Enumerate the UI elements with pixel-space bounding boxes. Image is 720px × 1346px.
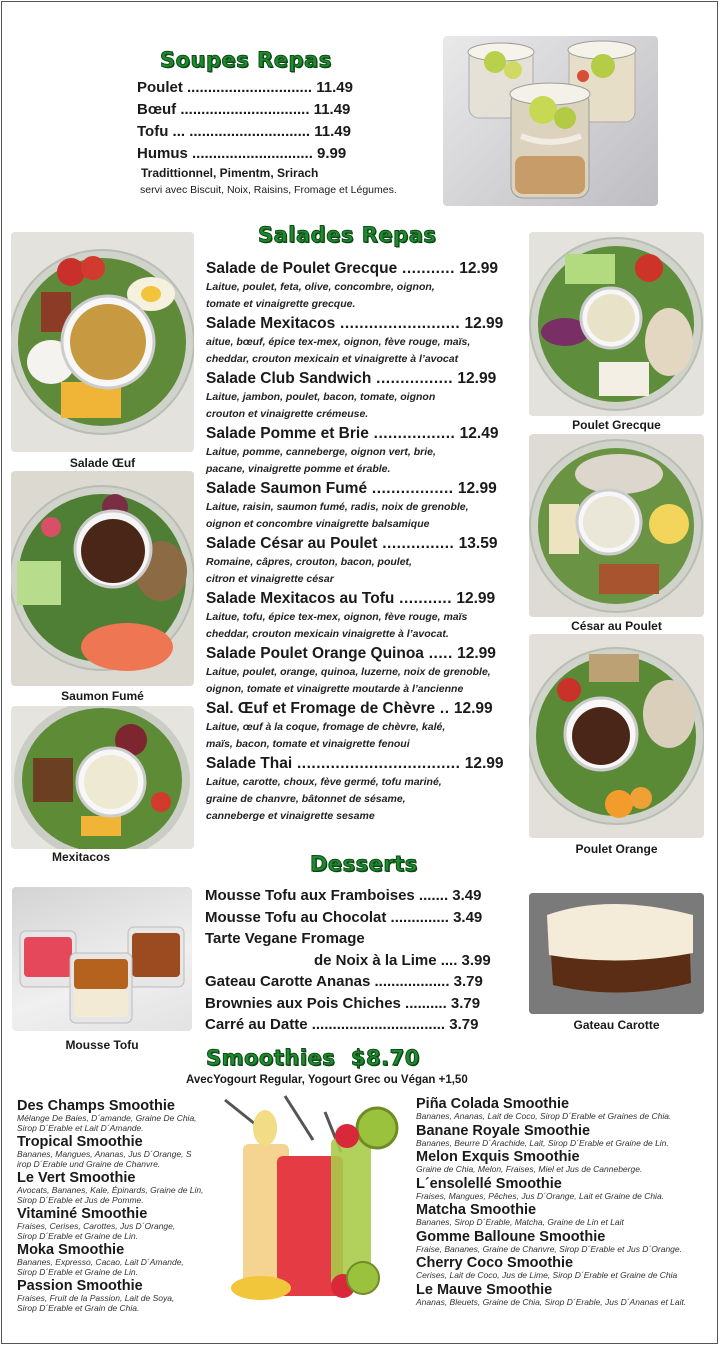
- soup-item: Poulet .............................. 11.49: [137, 79, 353, 96]
- smoothies-right-list: [416, 1097, 716, 1307]
- dessert-item: Mousse Tofu aux Framboises ....... 3.49: [205, 887, 482, 904]
- smoothies-subtitle: AvecYogourt Regular, Yogourt Grec ou Végan +1,50: [186, 1074, 468, 1086]
- smoothies-photo: [213, 1092, 407, 1310]
- caption-mousse-tofu: Mousse Tofu: [65, 1038, 139, 1052]
- smoothie-item: Tropical Smoothie Bananes, Mangues, Ananas, Jus D´Orange, S irop D´Erable und Graine de Chanvre.: [17, 1134, 192, 1169]
- salad-item: Salade Club Sandwich ................ 12.99 Laitue, jambon, poulet, bacon, tomate, oignon crouton et vinaigrette crémeuse.: [206, 370, 497, 420]
- caption-poulet-grecque: Poulet Grecque: [572, 418, 661, 432]
- salad-item: Salade de Poulet Grecque ........... 12.99 Laitue, poulet, feta, olive, concombre, oignon, tomate et vinaigrette grecque.: [206, 260, 499, 310]
- smoothies-title: Smoothies $8.70: [206, 1046, 420, 1070]
- dessert-item: Gateau Carotte Ananas .................. 3.79: [205, 973, 483, 990]
- smoothie-item: Des Champs Smoothie Mélange De Baies, D´amande, Graine De Chia, Sirop D´Erable et Lait D´Amande.: [17, 1098, 197, 1133]
- salad-item: Salade Thai .................................. 12.99 Laitue, carotte, choux, fève germé, tofu mariné, graine de chanvre, bâtonnet de sésame, canneberge et vinaigrette sesame: [206, 755, 504, 822]
- dessert-item: Mousse Tofu au Chocolat .............. 3.49: [205, 908, 483, 926]
- smoothie-item: Gomme Balloune Smoothie Fraise, Bananes, Graine de Chanvre, Sirop D´Erable et Jus D´Orange.: [416, 1228, 682, 1254]
- salad-item: Salade César au Poulet ............... 13.59 Romaine, câpres, crouton, bacon, poulet, citron et vinaigrette césar: [206, 535, 498, 585]
- caption-salade-oeuf: Salade Œuf: [69, 456, 136, 470]
- smoothie-item: Melon Exquis Smoothie Graine de Chia, Melon, Fraises, Miel et Jus de Canneberge.: [416, 1149, 643, 1174]
- soup-cups-image: [443, 36, 658, 206]
- soup-item: Humus ............................. 9.99: [137, 145, 347, 162]
- salad-item: Salade Pomme et Brie ................. 12.49 Laitue, pomme, canneberge, oignon vert, brie, pacane, vinaigrette pomme et érable.: [206, 425, 499, 475]
- soup-item: Bœuf ............................... 11.49: [137, 101, 351, 118]
- desserts-list: [205, 885, 491, 1036]
- cesar-poulet-photo: [529, 434, 704, 617]
- salad-item: Salade Mexitacos au Tofu ........... 12.99 Laitue, tofu, épice tex-mex, oignon, fève rouge, maïs cheddar, crouton mexicain vinaigrette à l’avocat.: [206, 590, 496, 640]
- soup-item: Tofu ... ............................. 11.49: [137, 123, 351, 140]
- smoothie-item: L´ensolellé Smoothie Fraises, Mangues, Pêches, Jus D´Orange, Lait et Graine de Chia.: [416, 1175, 665, 1201]
- mexitacos-photo: [11, 706, 194, 849]
- desserts-title: Desserts: [310, 852, 418, 876]
- soupes-title: Soupes Repas: [160, 48, 332, 72]
- soup-flavors: Tradittionnel, Pimentm, Srirach: [141, 166, 319, 180]
- smoothies-left-list: [17, 1099, 217, 1313]
- salades-list: [206, 259, 521, 825]
- smoothie-item: Cherry Coco Smoothie Cerises, Lait de Coco, Jus de Lime, Sirop D´Erable et Graine de Chia: [416, 1255, 678, 1280]
- dessert-item: Carré au Datte ................................ 3.79: [205, 1016, 479, 1033]
- mousse-tofu-photo: [12, 887, 192, 1031]
- salad-item: Salade Poulet Orange Quinoa ..... 12.99 Laitue, poulet, orange, quinoa, luzerne, noix de grenoble, oignon, tomate et vinaigrette moutarde à l’ancienne: [206, 645, 496, 695]
- caption-mexitacos: Mexitacos: [51, 850, 111, 864]
- dessert-item: de Noix à la Lime .... 3.99: [314, 951, 491, 969]
- smoothie-item: Piña Colada Smoothie Bananes, Ananas, Lait de Coco, Sirop D´Erable et Graines de Chia.: [416, 1096, 672, 1121]
- smoothie-item: Moka Smoothie Bananes, Expresso, Cacao, Lait D´Amande, Sirop D´Erable et Graine de Lin.: [17, 1242, 184, 1277]
- poulet-grecque-photo: [529, 232, 704, 416]
- salad-item: Salade Saumon Fumé ................. 12.99 Laitue, raisin, saumon fumé, radis, noix de grenoble, oignon et concombre vinaigrette balsamique: [206, 480, 497, 530]
- dessert-item: Tarte Vegane Fromage: [205, 930, 365, 947]
- salades-title: Salades Repas: [258, 223, 437, 247]
- caption-gateau-carotte: Gateau Carotte: [573, 1018, 660, 1032]
- poulet-orange-photo: [529, 634, 704, 838]
- smoothie-item: Le Mauve Smoothie Ananas, Bleuets, Graine de Chia, Sirop D´Erable, Jus D´Ananas et Lait.: [416, 1281, 687, 1307]
- smoothie-item: Matcha Smoothie Bananes, Sirop D´Erable, Matcha, Graine de Lin et Lait: [416, 1202, 624, 1227]
- dessert-item: Brownies aux Pois Chiches .......... 3.79: [205, 994, 481, 1012]
- salad-item: Sal. Œuf et Fromage de Chèvre .. 12.99 Laitue, œuf à la coque, fromage de chèvre, kalé, maïs, bacon, tomate et vinaigrette fenoui: [206, 700, 493, 750]
- smoothie-item: Vitaminé Smoothie Fraises, Cerises, Carottes, Jus D´Orange, Sirop D´Erable et Graine de Lin.: [17, 1206, 176, 1241]
- caption-saumon-fume: Saumon Fumé: [61, 689, 144, 703]
- caption-cesar-poulet: César au Poulet: [571, 619, 662, 633]
- gateau-carotte-photo: [529, 893, 704, 1014]
- smoothie-item: Banane Royale Smoothie Bananes, Beurre D´Arachide, Lait, Sirop D´Erable et Graine de Lin.: [416, 1122, 669, 1148]
- salade-oeuf-photo: [11, 232, 194, 452]
- soup-note: servi avec Biscuit, Noix, Raisins, Fromage et Légumes.: [140, 184, 397, 196]
- salad-item: Salade Mexitacos ......................... 12.99 aitue, bœuf, épice tex-mex, oignon, fève rouge, maïs, cheddar, crouton mexicain et vinaigrette à l’avocat: [206, 315, 504, 365]
- smoothie-item: Le Vert Smoothie Avocats, Bananes, Kale, Épinards, Graine de Lin, Sirop D´Erable et Jus de Pomme.: [17, 1170, 204, 1205]
- saumon-fume-photo: [11, 471, 194, 686]
- soupes-list: [137, 77, 397, 199]
- caption-poulet-orange: Poulet Orange: [575, 842, 658, 856]
- soup-photo: [443, 36, 658, 206]
- smoothie-item: Passion Smoothie Fraises, Fruit de la Passion, Lait de Soya, Sirop D´Erable et Grain de Chia.: [17, 1278, 175, 1313]
